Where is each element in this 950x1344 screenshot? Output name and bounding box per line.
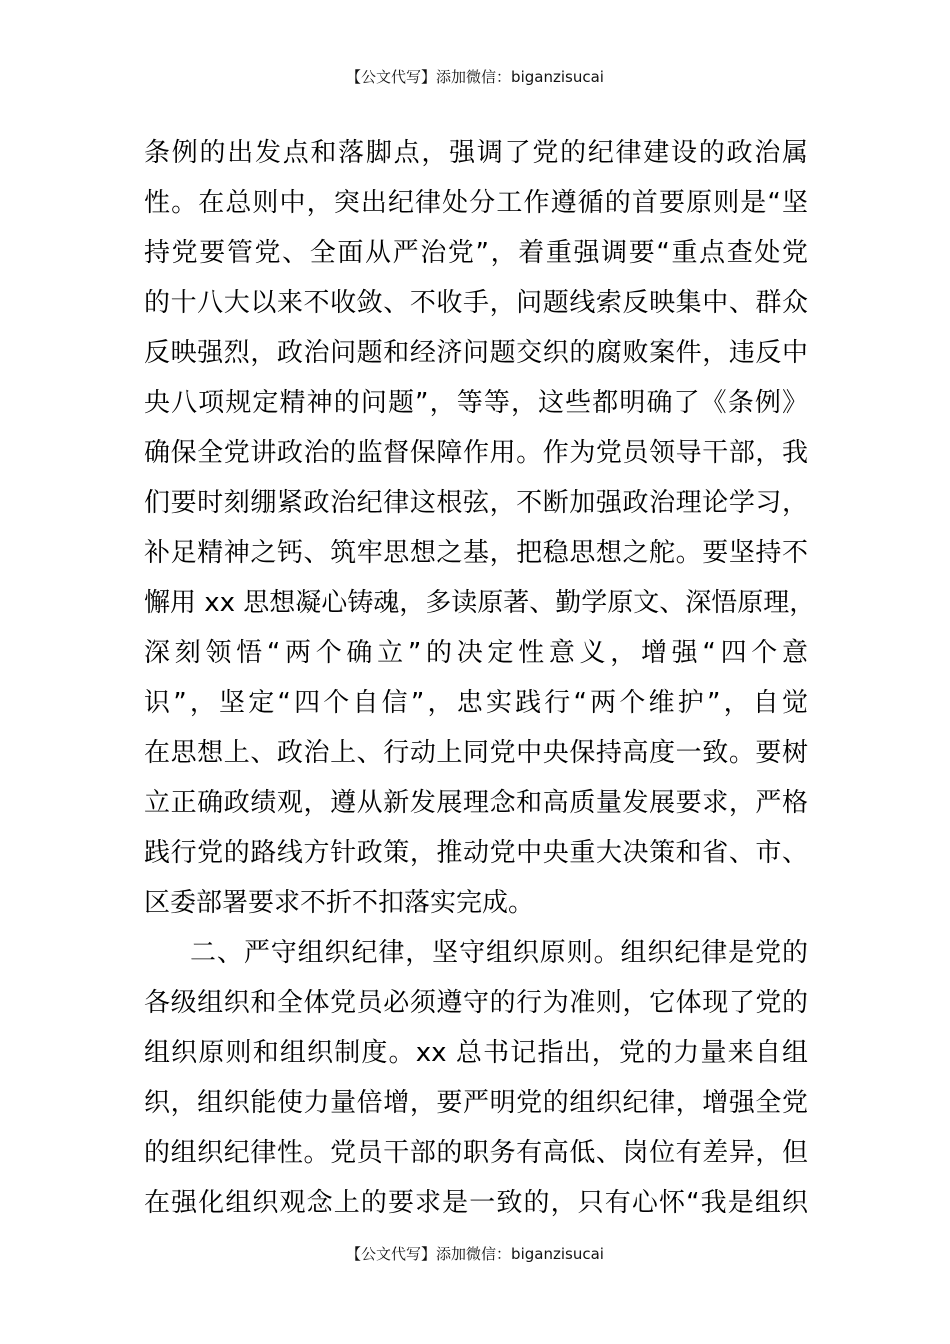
- text-line: 识”，坚定“四个自信”，忠实践行“两个维护”，自觉: [144, 688, 808, 718]
- text-line: 各级组织和全体党员必须遵守的行为准则，它体现了党的: [144, 988, 808, 1018]
- text-line: 确保全党讲政治的监督保障作用。作为党员领导干部，我: [144, 438, 808, 468]
- text-line: 反映强烈，政治问题和经济问题交织的腐败案件，违反中: [144, 338, 808, 368]
- text-line: 在强化组织观念上的要求是一致的，只有心怀“我是组织: [144, 1188, 808, 1218]
- text-line: 的十八大以来不收敛、不收手，问题线索反映集中、群众: [144, 288, 808, 318]
- text-line: 在思想上、政治上、行动上同党中央保持高度一致。要树: [144, 738, 808, 768]
- text-line: 性。在总则中，突出纪律处分工作遵循的首要原则是“坚: [144, 188, 808, 218]
- text-line: 补足精神之钙、筑牢思想之基，把稳思想之舵。要坚持不: [144, 538, 808, 568]
- text-line: 持党要管党、全面从严治党”，着重强调要“重点查处党: [144, 238, 808, 268]
- text-line: 的组织纪律性。党员干部的职务有高低、岗位有差异，但: [144, 1138, 808, 1168]
- text-line: 组织原则和组织制度。xx 总书记指出，党的力量来自组: [144, 1038, 808, 1068]
- text-line: 条例的出发点和落脚点，强调了党的纪律建设的政治属: [144, 138, 808, 168]
- document-body: [144, 128, 816, 1228]
- page-footer: 【公文代写】添加微信：biganzisucai: [346, 1245, 604, 1263]
- text-line: 织，组织能使力量倍增，要严明党的组织纪律，增强全党: [144, 1088, 808, 1118]
- text-line: 区委部署要求不折不扣落实完成。: [144, 888, 535, 918]
- page-header: 【公文代写】添加微信：biganzisucai: [346, 68, 604, 86]
- text-line: 立正确政绩观，遵从新发展理念和高质量发展要求，严格: [144, 788, 808, 818]
- text-line: 们要时刻绷紧政治纪律这根弦，不断加强政治理论学习，: [144, 488, 808, 518]
- text-line: 央八项规定精神的问题”，等等，这些都明确了《条例》: [144, 388, 808, 418]
- text-line: 懈用 xx 思想凝心铸魂，多读原著、勤学原文、深悟原理，: [144, 588, 816, 618]
- section-heading-line: 二、严守组织纪律，坚守组织原则。组织纪律是党的: [190, 938, 808, 968]
- text-line: 践行党的路线方针政策，推动党中央重大决策和省、市、: [144, 838, 808, 868]
- text-line: 深刻领悟“两个确立”的决定性意义，增强“四个意: [144, 638, 808, 668]
